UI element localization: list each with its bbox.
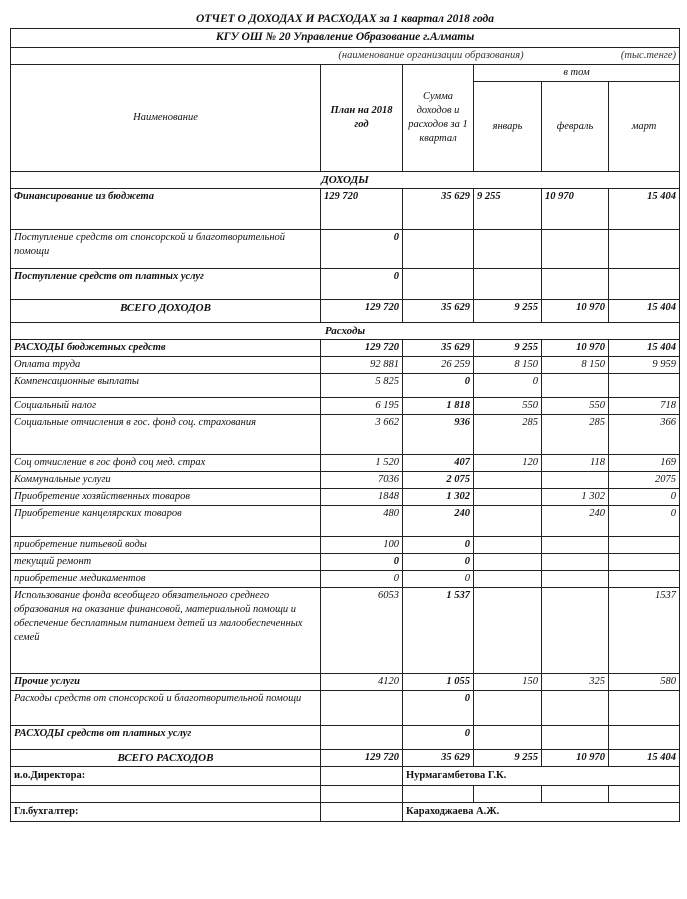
row-name: Использование фонда всеобщего обязательного среднего образования на оказание финансовой, материальной помощи и обеспечение бесплатным питанием детей из малообеспеченных семей bbox=[11, 588, 321, 674]
cell-plan: 480 bbox=[321, 506, 403, 537]
cell-january: 8 150 bbox=[474, 357, 542, 374]
expense-row bbox=[11, 691, 680, 726]
cell-january bbox=[474, 571, 542, 588]
cell-plan: 3 662 bbox=[321, 415, 403, 455]
cell-march: 366 bbox=[609, 415, 680, 455]
row-name: Приобретение канцелярских товаров bbox=[11, 506, 321, 537]
cell-march: 9 959 bbox=[609, 357, 680, 374]
cell-march bbox=[609, 230, 680, 269]
row-name: приобретение медикаментов bbox=[11, 571, 321, 588]
cell-march: 718 bbox=[609, 398, 680, 415]
cell-february bbox=[542, 571, 609, 588]
cell-january: 0 bbox=[474, 374, 542, 398]
cell-march bbox=[609, 269, 680, 300]
cell-sum: 35 629 bbox=[403, 300, 474, 323]
cell-march: 0 bbox=[609, 489, 680, 506]
income-row bbox=[11, 230, 680, 269]
header-plan: План на 2018 год bbox=[321, 65, 403, 172]
cell-plan: 7036 bbox=[321, 472, 403, 489]
cell-march: 15 404 bbox=[609, 300, 680, 323]
cell-january bbox=[474, 691, 542, 726]
income-section-title: ДОХОДЫ bbox=[11, 172, 680, 189]
cell-february: 10 970 bbox=[542, 340, 609, 357]
expense-row bbox=[11, 506, 680, 537]
cell-plan: 0 bbox=[321, 230, 403, 269]
unit-label: (тыс.тенге) bbox=[609, 48, 680, 65]
income-row bbox=[11, 189, 680, 230]
expense-rows bbox=[11, 340, 680, 750]
cell-february bbox=[542, 554, 609, 571]
row-name: Поступление средств от спонсорской и благотворительной помощи bbox=[11, 230, 321, 269]
row-name: Поступление средств от платных услуг bbox=[11, 269, 321, 300]
cell-sum bbox=[403, 230, 474, 269]
cell-february: 10 970 bbox=[542, 189, 609, 230]
row-name: Компенсационные выплаты bbox=[11, 374, 321, 398]
cell-january: 9 255 bbox=[474, 750, 542, 767]
header-january: январь bbox=[474, 82, 542, 172]
cell-sum: 35 629 bbox=[403, 750, 474, 767]
cell-march: 0 bbox=[609, 506, 680, 537]
expense-row bbox=[11, 357, 680, 374]
expense-row bbox=[11, 398, 680, 415]
cell-plan: 0 bbox=[321, 571, 403, 588]
cell-sum: 1 537 bbox=[403, 588, 474, 674]
cell-sum: 0 bbox=[403, 571, 474, 588]
row-name: Социальные отчисления в гос. фонд соц. страхования bbox=[11, 415, 321, 455]
cell-sum: 2 075 bbox=[403, 472, 474, 489]
row-name: приобретение питьевой воды bbox=[11, 537, 321, 554]
row-name: Расходы средств от спонсорской и благотворительной помощи bbox=[11, 691, 321, 726]
cell-february: 285 bbox=[542, 415, 609, 455]
cell-january bbox=[474, 489, 542, 506]
cell-plan bbox=[321, 691, 403, 726]
cell-february: 1 302 bbox=[542, 489, 609, 506]
cell-february bbox=[542, 588, 609, 674]
expense-row bbox=[11, 537, 680, 554]
signature-role: Гл.бухгалтер: bbox=[11, 803, 321, 822]
header-march: март bbox=[609, 82, 680, 172]
expense-row bbox=[11, 674, 680, 691]
cell-february bbox=[542, 472, 609, 489]
signature-spacer bbox=[11, 786, 680, 803]
row-name: Соц отчисление в гос фонд соц мед. страх bbox=[11, 455, 321, 472]
report-table bbox=[10, 8, 680, 822]
cell-sum bbox=[403, 269, 474, 300]
cell-plan bbox=[321, 726, 403, 750]
cell-march bbox=[609, 374, 680, 398]
report-title: ОТЧЕТ О ДОХОДАХ И РАСХОДАХ за 1 квартал 2018 года bbox=[196, 13, 495, 25]
cell-plan: 0 bbox=[321, 554, 403, 571]
cell-february bbox=[542, 537, 609, 554]
cell-march bbox=[609, 537, 680, 554]
cell-january: 9 255 bbox=[474, 189, 542, 230]
row-name: РАСХОДЫ средств от платных услуг bbox=[11, 726, 321, 750]
cell-plan: 129 720 bbox=[321, 340, 403, 357]
expense-section-title: Расходы bbox=[11, 323, 680, 340]
cell-plan: 5 825 bbox=[321, 374, 403, 398]
expense-row bbox=[11, 374, 680, 398]
cell-march bbox=[609, 691, 680, 726]
expense-row bbox=[11, 588, 680, 674]
income-total-row bbox=[11, 300, 680, 323]
expense-row bbox=[11, 472, 680, 489]
cell-plan: 0 bbox=[321, 269, 403, 300]
cell-plan: 92 881 bbox=[321, 357, 403, 374]
cell-january: 550 bbox=[474, 398, 542, 415]
cell-sum: 0 bbox=[403, 726, 474, 750]
expense-row bbox=[11, 340, 680, 357]
cell-plan: 1 520 bbox=[321, 455, 403, 472]
expense-row bbox=[11, 571, 680, 588]
expense-row bbox=[11, 554, 680, 571]
cell-march: 15 404 bbox=[609, 340, 680, 357]
cell-january: 150 bbox=[474, 674, 542, 691]
cell-march: 169 bbox=[609, 455, 680, 472]
cell-sum: 35 629 bbox=[403, 340, 474, 357]
header-name: Наименование bbox=[11, 65, 321, 172]
row-name: Коммунальные услуги bbox=[11, 472, 321, 489]
cell-january: 120 bbox=[474, 455, 542, 472]
cell-sum: 0 bbox=[403, 537, 474, 554]
cell-january bbox=[474, 230, 542, 269]
signature-name: Караходжаева А.Ж. bbox=[403, 803, 680, 822]
cell-sum: 26 259 bbox=[403, 357, 474, 374]
signature-row bbox=[11, 767, 680, 786]
cell-january bbox=[474, 726, 542, 750]
signature-name: Нурмагамбетова Г.К. bbox=[403, 767, 680, 786]
cell-march: 580 bbox=[609, 674, 680, 691]
cell-january bbox=[474, 472, 542, 489]
cell-sum: 0 bbox=[403, 691, 474, 726]
cell-january bbox=[474, 588, 542, 674]
cell-february: 118 bbox=[542, 455, 609, 472]
cell-february bbox=[542, 230, 609, 269]
cell-january bbox=[474, 269, 542, 300]
cell-february bbox=[542, 269, 609, 300]
cell-january: 9 255 bbox=[474, 340, 542, 357]
cell-february: 10 970 bbox=[542, 300, 609, 323]
income-rows bbox=[11, 189, 680, 300]
expense-row bbox=[11, 455, 680, 472]
cell-march bbox=[609, 726, 680, 750]
cell-february: 240 bbox=[542, 506, 609, 537]
signatures bbox=[11, 767, 680, 822]
header-february: февраль bbox=[542, 82, 609, 172]
organization-name: КГУ ОШ № 20 Управление Образование г.Алматы bbox=[11, 29, 680, 48]
cell-march bbox=[609, 554, 680, 571]
cell-february: 10 970 bbox=[542, 750, 609, 767]
cell-sum: 35 629 bbox=[403, 189, 474, 230]
cell-february: 325 bbox=[542, 674, 609, 691]
cell-march bbox=[609, 571, 680, 588]
expense-row bbox=[11, 415, 680, 455]
cell-sum: 0 bbox=[403, 554, 474, 571]
income-row bbox=[11, 269, 680, 300]
expense-total-row bbox=[11, 750, 680, 767]
cell-january: 9 255 bbox=[474, 300, 542, 323]
row-name: Социальный налог bbox=[11, 398, 321, 415]
cell-plan: 1848 bbox=[321, 489, 403, 506]
cell-january bbox=[474, 537, 542, 554]
cell-march: 15 404 bbox=[609, 189, 680, 230]
cell-plan: 100 bbox=[321, 537, 403, 554]
cell-sum: 1 818 bbox=[403, 398, 474, 415]
row-name: Приобретение хозяйственных товаров bbox=[11, 489, 321, 506]
row-name: Прочие услуги bbox=[11, 674, 321, 691]
header-sum: Сумма доходов и расходов за 1 квартал bbox=[403, 65, 474, 172]
total-label: ВСЕГО РАСХОДОВ bbox=[11, 750, 321, 767]
cell-plan: 4120 bbox=[321, 674, 403, 691]
cell-january: 285 bbox=[474, 415, 542, 455]
cell-sum: 1 055 bbox=[403, 674, 474, 691]
expense-row bbox=[11, 726, 680, 750]
row-name: Оплата труда bbox=[11, 357, 321, 374]
cell-plan: 129 720 bbox=[321, 300, 403, 323]
cell-plan: 129 720 bbox=[321, 750, 403, 767]
cell-february bbox=[542, 691, 609, 726]
cell-february bbox=[542, 374, 609, 398]
cell-february: 8 150 bbox=[542, 357, 609, 374]
cell-sum: 240 bbox=[403, 506, 474, 537]
cell-january bbox=[474, 554, 542, 571]
cell-sum: 1 302 bbox=[403, 489, 474, 506]
cell-sum: 936 bbox=[403, 415, 474, 455]
organization-caption: (наименование организации образования) bbox=[321, 48, 542, 65]
cell-sum: 407 bbox=[403, 455, 474, 472]
signature-role: и.о.Директора: bbox=[11, 767, 321, 786]
cell-march: 1537 bbox=[609, 588, 680, 674]
cell-february bbox=[542, 726, 609, 750]
total-label: ВСЕГО ДОХОДОВ bbox=[11, 300, 321, 323]
signature-row bbox=[11, 803, 680, 822]
header-in-that: в том bbox=[474, 65, 680, 82]
cell-plan: 6 195 bbox=[321, 398, 403, 415]
row-name: Финансирование из бюджета bbox=[11, 189, 321, 230]
cell-sum: 0 bbox=[403, 374, 474, 398]
cell-plan: 129 720 bbox=[321, 189, 403, 230]
cell-february: 550 bbox=[542, 398, 609, 415]
cell-january bbox=[474, 506, 542, 537]
cell-plan: 6053 bbox=[321, 588, 403, 674]
row-name: РАСХОДЫ бюджетных средств bbox=[11, 340, 321, 357]
cell-march: 15 404 bbox=[609, 750, 680, 767]
cell-march: 2075 bbox=[609, 472, 680, 489]
row-name: текущий ремонт bbox=[11, 554, 321, 571]
report-document bbox=[10, 8, 679, 822]
expense-row bbox=[11, 489, 680, 506]
